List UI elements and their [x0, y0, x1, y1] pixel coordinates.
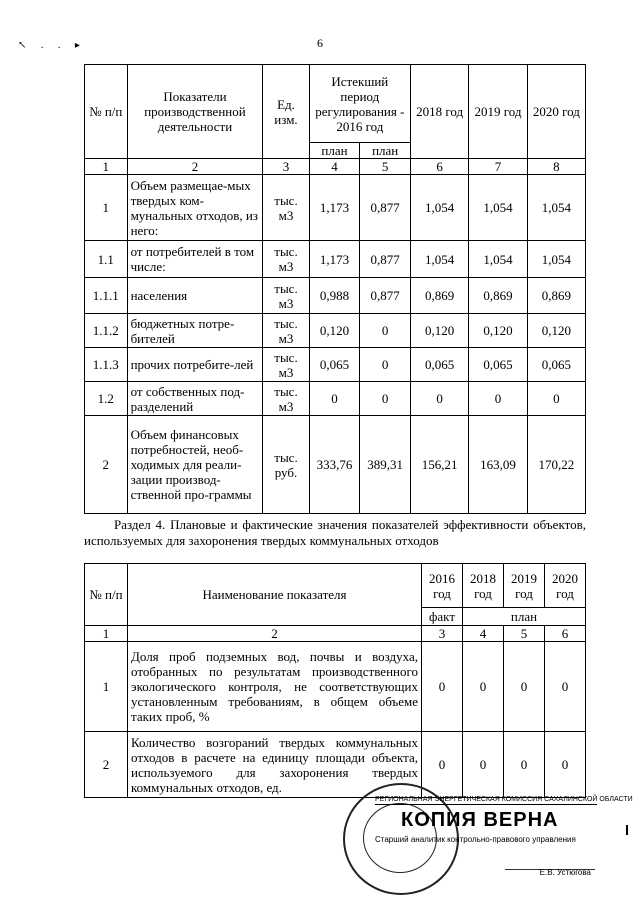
- t2-header-fact: факт: [422, 608, 463, 626]
- t1-cell: 1,054: [469, 241, 527, 278]
- t1-row-name: Объем размещае-мых твердых ком-мунальных отходов, из него:: [127, 175, 263, 241]
- t1-row-num: 1: [85, 175, 128, 241]
- table2-colnum-row: [85, 626, 586, 642]
- t1-cell: 0,869: [527, 278, 585, 314]
- t2-header-2016: 2016 год: [422, 564, 463, 608]
- stamp-position: Старший аналитик контрольно-правового управления: [375, 835, 576, 844]
- table-row: [85, 382, 586, 416]
- t1-cell: 0,869: [469, 278, 527, 314]
- t1-colnum: 5: [360, 159, 411, 175]
- t1-colnum: 1: [85, 159, 128, 175]
- t1-header-unit: Ед. изм.: [263, 65, 309, 159]
- t1-header-period: Истекший период регулирования - 2016 год: [309, 65, 410, 143]
- t1-row-name: бюджетных потре-бителей: [127, 314, 263, 348]
- t1-row-unit: тыс. м3: [263, 175, 309, 241]
- t1-row-name: от потребителей в том числе:: [127, 241, 263, 278]
- t1-colnum: 3: [263, 159, 309, 175]
- t1-row-num: 1.2: [85, 382, 128, 416]
- t1-cell: 0,120: [527, 314, 585, 348]
- t2-colnum: 2: [128, 626, 422, 642]
- t1-cell: 0: [469, 382, 527, 416]
- t1-header-2020: 2020 год: [527, 65, 585, 159]
- t2-row-num: 1: [85, 642, 128, 732]
- t1-colnum: 2: [127, 159, 263, 175]
- table-row: [85, 416, 586, 514]
- table-row: [85, 314, 586, 348]
- t2-row-name: Количество возгораний твердых коммунальных отходов в расчете на единицу площади объекта, используемого для захоронения твердых коммунальных отходов, ед.: [128, 732, 422, 798]
- t1-cell: 0,877: [360, 175, 411, 241]
- t1-row-name: населения: [127, 278, 263, 314]
- t1-cell: 0: [360, 314, 411, 348]
- t1-colnum: 6: [411, 159, 469, 175]
- t1-colnum: 8: [527, 159, 585, 175]
- t1-cell: 0,988: [309, 278, 360, 314]
- t1-cell: 0,120: [309, 314, 360, 348]
- t1-cell: 0: [360, 382, 411, 416]
- t1-cell: 1,054: [411, 175, 469, 241]
- t1-row-num: 2: [85, 416, 128, 514]
- t1-header-2018: 2018 год: [411, 65, 469, 159]
- stamp-copy-text: КОПИЯ ВЕРНА: [401, 809, 559, 831]
- margin-mark: [626, 825, 628, 835]
- t2-header-num: № п/п: [85, 564, 128, 626]
- t2-cell: 0: [504, 732, 545, 798]
- page-number: 6: [317, 36, 323, 50]
- t1-cell: 163,09: [469, 416, 527, 514]
- t1-cell: 1,054: [469, 175, 527, 241]
- t1-cell: 0,120: [411, 314, 469, 348]
- t1-row-unit: тыс. руб.: [263, 416, 309, 514]
- t1-row-unit: тыс. м3: [263, 241, 309, 278]
- t2-header-2020: 2020 год: [545, 564, 586, 608]
- t1-cell: 0: [309, 382, 360, 416]
- table-row: [85, 348, 586, 382]
- t1-cell: 1,054: [411, 241, 469, 278]
- t1-cell: 389,31: [360, 416, 411, 514]
- t2-cell: 0: [504, 642, 545, 732]
- t2-row-name: Доля проб подземных вод, почвы и воздуха, отобранных по результатам производственного экологического контроля, не соответствующих установленным требованиям, в общем объеме таких проб, %: [128, 642, 422, 732]
- table1-header-row: [85, 65, 586, 143]
- section-4-title: Раздел 4. Плановые и фактические значения показателей эффективности объектов, используемых для захоронения твердых коммунальных отходов: [84, 517, 586, 548]
- certified-copy-stamp: [335, 783, 633, 893]
- t2-colnum: 4: [463, 626, 504, 642]
- t1-colnum: 7: [469, 159, 527, 175]
- t1-cell: 0,065: [527, 348, 585, 382]
- t2-cell: 0: [463, 642, 504, 732]
- t2-colnum: 3: [422, 626, 463, 642]
- t1-row-unit: тыс. м3: [263, 278, 309, 314]
- t1-row-unit: тыс. м3: [263, 348, 309, 382]
- t1-row-num: 1.1.1: [85, 278, 128, 314]
- production-indicators-table: [84, 64, 586, 514]
- t2-header-2018: 2018 год: [463, 564, 504, 608]
- t1-cell: 0,065: [309, 348, 360, 382]
- t2-cell: 0: [422, 642, 463, 732]
- t1-colnum: 4: [309, 159, 360, 175]
- t2-row-num: 2: [85, 732, 128, 798]
- t1-cell: 1,054: [527, 241, 585, 278]
- table1-colnum-row: [85, 159, 586, 175]
- t1-header-indicator: Показатели производственной деятельности: [127, 65, 263, 159]
- t2-cell: 0: [545, 732, 586, 798]
- t1-cell: 170,22: [527, 416, 585, 514]
- t2-header-plan: план: [463, 608, 586, 626]
- stamp-organization: РЕГИОНАЛЬНАЯ ЭНЕРГЕТИЧЕСКАЯ КОМИССИЯ САХАЛИНСКОЙ ОБЛАСТИ: [375, 796, 633, 803]
- t2-header-name: Наименование показателя: [128, 564, 422, 626]
- t1-cell: 0,065: [469, 348, 527, 382]
- t1-row-unit: тыс. м3: [263, 382, 309, 416]
- t1-header-2019: 2019 год: [469, 65, 527, 159]
- t1-cell: 0: [411, 382, 469, 416]
- t1-cell: 0,877: [360, 278, 411, 314]
- t1-cell: 1,173: [309, 241, 360, 278]
- corner-marks: ↖ . . ▸: [18, 40, 86, 51]
- table-row: [85, 241, 586, 278]
- t1-cell: 0: [360, 348, 411, 382]
- t1-row-num: 1.1.3: [85, 348, 128, 382]
- table-row: [85, 175, 586, 241]
- t1-cell: 0: [527, 382, 585, 416]
- t1-cell: 0,120: [469, 314, 527, 348]
- t2-colnum: 5: [504, 626, 545, 642]
- t2-cell: 0: [545, 642, 586, 732]
- t1-row-unit: тыс. м3: [263, 314, 309, 348]
- t2-cell: 0: [422, 732, 463, 798]
- table2-header-row: [85, 564, 586, 608]
- t2-header-2019: 2019 год: [504, 564, 545, 608]
- copy-stamp: [375, 795, 633, 879]
- t1-cell: 156,21: [411, 416, 469, 514]
- t1-cell: 333,76: [309, 416, 360, 514]
- t1-header-plan1: план: [309, 143, 360, 159]
- t1-row-num: 1.1: [85, 241, 128, 278]
- t1-cell: 1,173: [309, 175, 360, 241]
- t1-row-num: 1.1.2: [85, 314, 128, 348]
- efficiency-indicators-table: [84, 563, 586, 798]
- t2-colnum: 6: [545, 626, 586, 642]
- t1-header-plan2: план: [360, 143, 411, 159]
- table-row: [85, 278, 586, 314]
- stamp-signer-name: Е.В. Устюгова: [539, 868, 591, 877]
- t1-cell: 0,869: [411, 278, 469, 314]
- t1-cell: 0,877: [360, 241, 411, 278]
- t1-row-name: от собственных под-разделений: [127, 382, 263, 416]
- t1-cell: 0,065: [411, 348, 469, 382]
- t2-colnum: 1: [85, 626, 128, 642]
- t2-cell: 0: [463, 732, 504, 798]
- table-row: [85, 642, 586, 732]
- t1-header-num: № п/п: [85, 65, 128, 159]
- t1-row-name: прочих потребите-лей: [127, 348, 263, 382]
- t1-row-name: Объем финансовых потребностей, необ-ходимых для реали-зации производ-ственной про-граммы: [127, 416, 263, 514]
- t1-cell: 1,054: [527, 175, 585, 241]
